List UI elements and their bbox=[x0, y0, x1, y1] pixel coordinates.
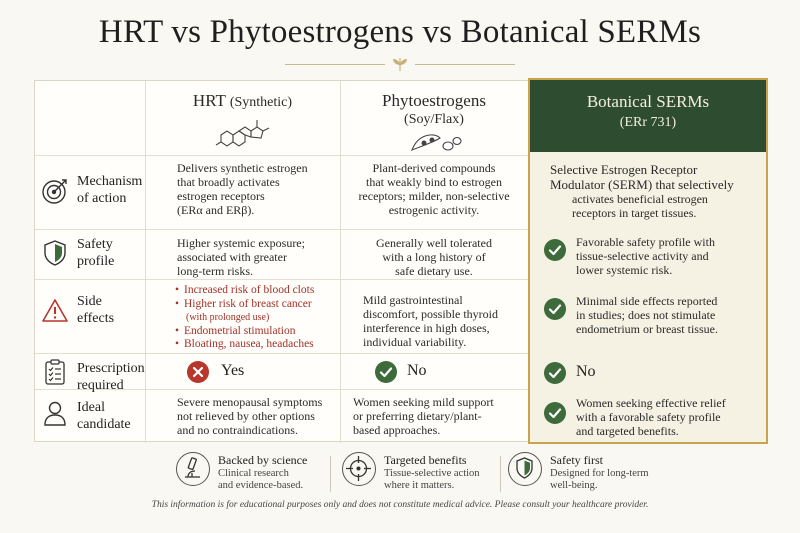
title-divider-left bbox=[285, 64, 385, 65]
check-icon bbox=[375, 361, 397, 383]
crosshair-icon bbox=[342, 452, 376, 486]
header-phyto-name: Phytoestrogens bbox=[382, 91, 486, 110]
footer-divider bbox=[330, 456, 331, 492]
soybean-icon bbox=[404, 130, 464, 156]
header-serm-name: Botanical SERMs bbox=[586, 92, 710, 111]
serm-side-effects: Minimal side effects reported in studies; does not stimulate endometrium or breast tissue. bbox=[576, 294, 718, 336]
footer-backed-by-science: Backed by science Clinical research and evidence-based. bbox=[176, 450, 326, 494]
clipboard-icon bbox=[41, 358, 69, 386]
header-hrt bbox=[145, 81, 340, 155]
header-phyto-sub: (Soy/Flax) bbox=[404, 112, 464, 127]
check-icon bbox=[544, 402, 566, 424]
header-phyto bbox=[340, 81, 528, 155]
phyto-mechanism: Plant-derived compounds that weakly bind to estrogen receptors; milder, non-selective estrogenic activity. bbox=[358, 161, 510, 217]
phyto-prescription-value: No bbox=[407, 362, 427, 379]
shield-check-icon bbox=[508, 452, 542, 486]
header-serm bbox=[530, 80, 766, 152]
phyto-candidate: Women seeking mild support or preferring dietary/plant- based approaches. bbox=[353, 395, 494, 437]
hrt-side-effects-list bbox=[175, 284, 340, 352]
row-label-safety: Safety profile bbox=[77, 237, 115, 269]
check-icon bbox=[544, 362, 566, 384]
footer-divider bbox=[500, 456, 501, 492]
shield-icon bbox=[41, 239, 69, 267]
row-label-side-effects: Side effects bbox=[77, 294, 115, 326]
target-icon bbox=[41, 177, 69, 205]
header-serm-sub: (ERr 731) bbox=[619, 115, 677, 130]
row-label-prescription: Prescription required bbox=[77, 361, 145, 393]
check-icon bbox=[544, 239, 566, 261]
microscope-icon bbox=[176, 452, 210, 486]
header-hrt-name: HRT bbox=[192, 91, 226, 110]
title-divider-right bbox=[415, 64, 515, 65]
footer-safety-first: Safety first Designed for long-term well-being. bbox=[508, 450, 648, 494]
phyto-safety: Generally well tolerated with a long history of safe dietary use. bbox=[376, 236, 492, 278]
risk-item: • Bloating, nausea, headaches bbox=[175, 338, 340, 352]
hrt-prescription-value: Yes bbox=[221, 362, 245, 379]
serm-mechanism: Selective Estrogen Receptor Modulator (SERM) that selectively activates beneficial estrogen receptors in target tissues. bbox=[550, 162, 734, 220]
hrt-safety: Higher systemic exposure; associated with greater long-term risks. bbox=[177, 236, 305, 278]
molecule-icon bbox=[213, 115, 273, 151]
serm-candidate: Women seeking effective relief with a favorable safety profile and targeted benefits. bbox=[576, 396, 726, 438]
person-icon bbox=[41, 399, 69, 427]
hrt-mechanism: Delivers synthetic estrogen that broadly activates estrogen receptors (ERα and ERβ). bbox=[177, 161, 308, 217]
risk-note: (with prolonged use) bbox=[186, 312, 270, 323]
phyto-side-effects: Mild gastrointestinal discomfort, possible thyroid interference in high doses, individual variability. bbox=[363, 293, 498, 349]
header-hrt-sub: (Synthetic) bbox=[229, 95, 293, 110]
warning-icon bbox=[41, 297, 69, 325]
serm-prescription-value: No bbox=[576, 363, 596, 380]
risk-item: • Increased risk of blood clots bbox=[175, 284, 340, 298]
hrt-candidate: Severe menopausal symptoms not relieved by other options and no contraindications. bbox=[177, 395, 323, 437]
comparison-table bbox=[34, 80, 764, 442]
row-label-candidate: Ideal candidate bbox=[77, 400, 131, 432]
risk-item: • Endometrial stimulation bbox=[175, 325, 340, 339]
check-icon bbox=[544, 298, 566, 320]
serm-column-highlight bbox=[528, 78, 768, 444]
risk-item: • Higher risk of breast cancer bbox=[175, 298, 340, 312]
footer-targeted-benefits: Targeted benefits Tissue-selective action where it matters. bbox=[342, 450, 502, 494]
x-icon bbox=[187, 361, 209, 383]
page-title: HRT vs Phytoestrogens vs Botanical SERMs bbox=[98, 14, 702, 50]
row-label-mechanism: Mechanism of action bbox=[77, 174, 143, 206]
serm-safety: Favorable safety profile with tissue-selective activity and lower systemic risk. bbox=[576, 235, 715, 277]
leaf-ornament-icon bbox=[390, 56, 410, 72]
disclaimer: This information is for educational purposes only and does not constitute medical advice. Please consult your healthcare provider. bbox=[151, 500, 649, 510]
